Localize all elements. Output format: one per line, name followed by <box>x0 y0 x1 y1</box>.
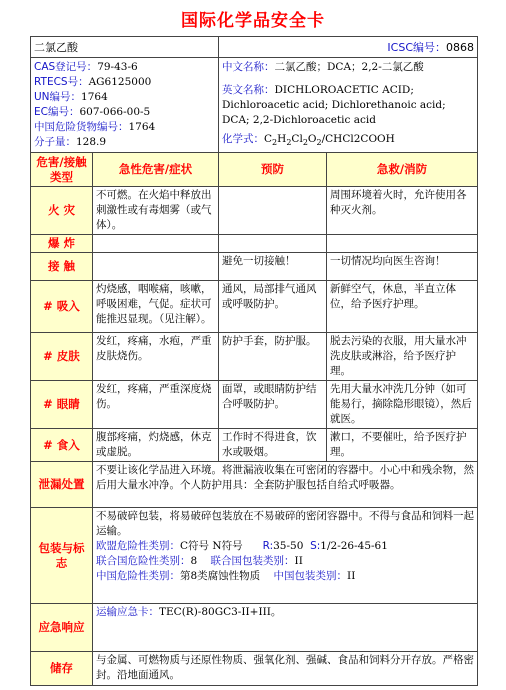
un-class-value: 8 <box>190 555 198 568</box>
eye-aid: 先用大量水冲洗几分钟（如可能易行，摘除隐形眼镜），然后就医。 <box>327 381 478 429</box>
r-value: 35-50 <box>273 540 304 553</box>
packaging-text: 不易破碎包装，将易破碎包装放在不易破碎的密闭容器中。不得与食品和饲料一起运输。 <box>96 510 474 538</box>
ingest-row <box>31 429 478 462</box>
packaging-content <box>93 508 478 604</box>
skin-prevent: 防护手套，防护服。 <box>219 333 327 381</box>
explosion-acute <box>93 235 219 253</box>
cn-name-label: 中文名称： <box>222 61 275 73</box>
n-symbol: N符号 <box>212 540 243 553</box>
header-acute: 急性危害/症状 <box>93 153 219 187</box>
emergency-content <box>93 604 478 652</box>
skin-row <box>31 333 478 381</box>
ingest-acute: 腹部疼痛，灼烧感，休克或虚脱。 <box>93 429 219 462</box>
fire-aid: 周围环境着火时，允许使用各种灭火剂。 <box>327 187 478 235</box>
rtecs-label: RTECS号： <box>34 76 89 88</box>
inhale-row <box>31 281 478 333</box>
contact-aid: 一切情况均向医生咨询！ <box>327 253 478 281</box>
icsc-number <box>219 37 478 58</box>
icsc-value: 0868 <box>446 40 474 54</box>
storage-label: 储存 <box>31 652 93 686</box>
formula-label: 化学式： <box>222 133 264 145</box>
header-prevent: 预防 <box>219 153 327 187</box>
explosion-row <box>31 235 478 253</box>
skin-aid: 脱去污染的衣服，用大量水冲洗皮肤或淋浴，给予医疗护理。 <box>327 333 478 381</box>
header-row <box>31 153 478 187</box>
registry-numbers <box>31 58 219 153</box>
cn-hazard-value: 1764 <box>128 121 156 133</box>
en-name-value: DICHLOROACETIC ACID; Dichloroacetic acid; Dichlorethanoic acid; DCA; 2,2-Dichloroacetic acid <box>222 84 446 126</box>
cn-name-value: 二氯乙酸；DCA；2,2-二氯乙酸 <box>274 61 424 73</box>
contact-row <box>31 253 478 281</box>
explosion-aid <box>327 235 478 253</box>
s-label: S: <box>310 540 321 553</box>
inhale-prevent: 通风，局部排气通风或呼吸防护。 <box>219 281 327 333</box>
skin-acute: 发红，疼痛，水疱，严重皮肤烧伤。 <box>93 333 219 381</box>
s-value: 1/2-26-45-61 <box>320 540 388 553</box>
cas-value: 79-43-6 <box>97 61 138 73</box>
mw-label: 分子量： <box>34 136 76 148</box>
fire-label: 火 灾 <box>31 187 93 235</box>
un-label: UN编号： <box>34 91 82 103</box>
emergency-row <box>31 604 478 652</box>
ingest-label: # 食入 <box>31 429 93 462</box>
cn-class-value: 第8类腐蚀性物质 <box>180 570 261 583</box>
eye-row <box>31 381 478 429</box>
cn-class-label: 中国危险性类别： <box>96 570 180 583</box>
ec-value: 607-066-00-5 <box>79 106 151 118</box>
eu-class-value: C符号 <box>180 540 210 553</box>
icsc-label: ICSC编号： <box>387 40 446 54</box>
header-aid: 急救/消防 <box>327 153 478 187</box>
rtecs-value: AG6125000 <box>88 76 152 88</box>
cn-pack-value: II <box>347 570 356 583</box>
transport-card-label: 运输应急卡： <box>96 606 159 619</box>
contact-acute <box>93 253 219 281</box>
packaging-label: 包装与标志 <box>31 508 93 604</box>
cn-hazard-label: 中国危险货物编号： <box>34 121 129 133</box>
eye-prevent: 面罩，或眼睛防护结合呼吸防护。 <box>219 381 327 429</box>
storage-row <box>31 652 478 686</box>
un-class-label: 联合国危险性类别： <box>96 555 191 568</box>
spill-row <box>31 462 478 508</box>
contact-label: 接 触 <box>31 253 93 281</box>
r-label: R: <box>262 540 274 553</box>
chemical-names <box>219 58 478 153</box>
un-pack-value: II <box>294 555 303 568</box>
eye-label: # 眼睛 <box>31 381 93 429</box>
chemical-name: 二氯乙酸 <box>31 37 219 58</box>
packaging-row <box>31 508 478 604</box>
skin-label: # 皮肤 <box>31 333 93 381</box>
emergency-label: 应急响应 <box>31 604 93 652</box>
card-title: 国际化学品安全卡 <box>181 11 325 31</box>
spill-label: 泄漏处置 <box>31 462 93 508</box>
name-row <box>31 37 478 58</box>
mw-value: 128.9 <box>76 136 107 148</box>
inhale-aid: 新鲜空气，休息，半直立体位，给予医疗护理。 <box>327 281 478 333</box>
explosion-label: 爆 炸 <box>31 235 93 253</box>
ingest-prevent: 工作时不得进食，饮水或吸烟。 <box>219 429 327 462</box>
storage-text: 与金属、可燃物质与还原性物质、强氧化剂、强碱、食品和饲料分开存放。严格密封。沿地面通风。 <box>93 652 478 686</box>
un-value: 1764 <box>81 91 108 103</box>
fire-acute: 不可燃。在火焰中释放出刺激性或有毒烟雾（或气体）。 <box>93 187 219 235</box>
fire-row <box>31 187 478 235</box>
spill-text: 不要让该化学品进入环境。将泄漏液收集在可密闭的容器中。小心中和残余物，然后用大量水冲净。个人防护用具：全套防护服包括自给式呼吸器。 <box>93 462 478 508</box>
ec-label: EC编号： <box>34 106 80 118</box>
inhale-label: # 吸入 <box>31 281 93 333</box>
fire-prevent <box>219 187 327 235</box>
ingest-aid: 漱口，不要催吐，给予医疗护理。 <box>327 429 478 462</box>
explosion-prevent <box>219 235 327 253</box>
header-type: 危害/接触类型 <box>31 153 93 187</box>
identifiers-row <box>31 58 478 153</box>
un-pack-label: 联合国包装类别： <box>210 555 295 568</box>
inhale-acute: 灼烧感，咽喉痛，咳嗽，呼吸困难，气促。症状可能推迟显现。（见注解）。 <box>93 281 219 333</box>
en-name-label: 英文名称： <box>222 84 275 96</box>
transport-card-value: TEC(R)-80GC3-II+III。 <box>159 606 282 619</box>
contact-prevent: 避免一切接触！ <box>219 253 327 281</box>
cn-pack-label: 中国包装类别： <box>273 570 348 583</box>
cas-label: CAS登记号： <box>34 61 98 73</box>
eye-acute: 发红，疼痛，严重深度烧伤。 <box>93 381 219 429</box>
eu-class-label: 欧盟危险性类别： <box>96 540 180 553</box>
formula-value: $C_2H_2Cl_2O_2/CHCl2COOH$ <box>264 133 395 148</box>
safety-card-table <box>30 36 478 686</box>
